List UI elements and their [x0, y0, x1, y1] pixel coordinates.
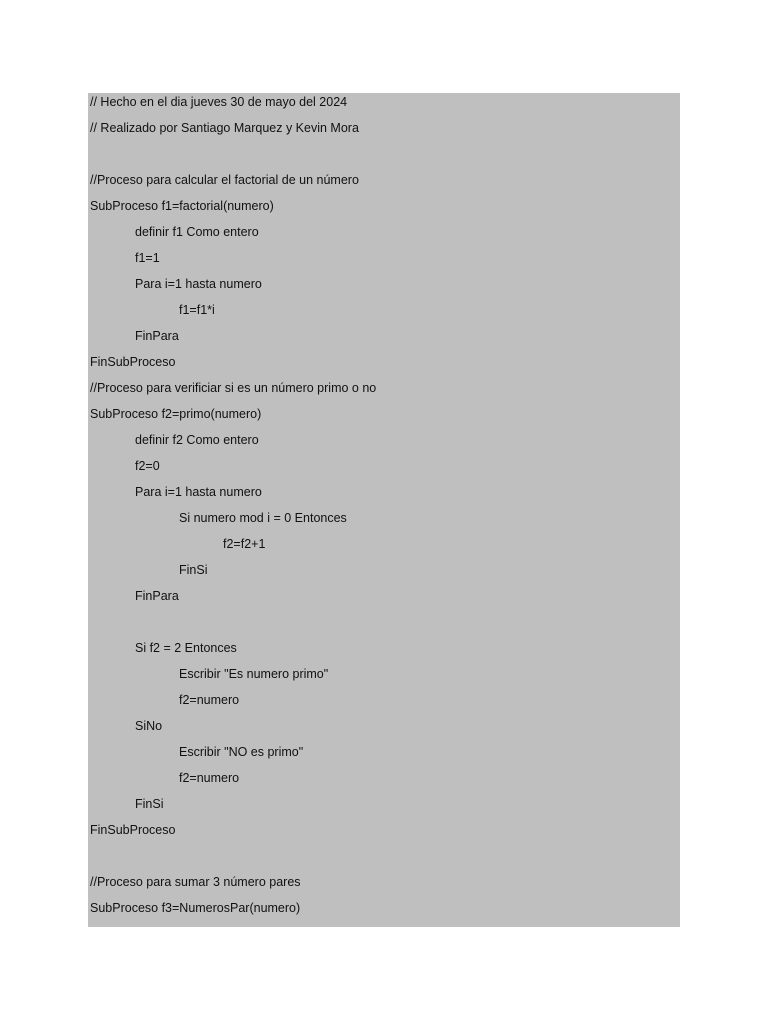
- code-line: Si f2 = 2 Entonces: [135, 641, 237, 655]
- code-line: f2=f2+1: [223, 537, 266, 551]
- code-line: f2=numero: [179, 771, 240, 785]
- code-line: Escribir "NO es primo": [179, 745, 304, 759]
- code-line: SubProceso f1=factorial(numero): [90, 199, 274, 213]
- code-line: FinSi: [179, 563, 208, 577]
- code-line: FinSubProceso: [90, 823, 176, 837]
- code-line: f2=numero: [179, 693, 240, 707]
- code-line: f2=0: [135, 459, 160, 473]
- code-line: FinSubProceso: [90, 355, 176, 369]
- code-line: //Proceso para calcular el factorial de un número: [90, 173, 359, 187]
- code-line: Para i=1 hasta numero: [135, 485, 262, 499]
- code-block: [88, 93, 680, 927]
- code-line: //Proceso para verificiar si es un número primo o no: [90, 381, 377, 395]
- code-line: Escribir "Es numero primo": [179, 667, 329, 681]
- code-line: // Hecho en el dia jueves 30 de mayo del 2024: [90, 95, 348, 109]
- code-line: // Realizado por Santiago Marquez y Kevin Mora: [90, 121, 359, 135]
- code-line: Si numero mod i = 0 Entonces: [179, 511, 347, 525]
- code-line: f1=1: [135, 251, 160, 265]
- code-line: //Proceso para sumar 3 número pares: [90, 875, 301, 889]
- code-line: FinPara: [135, 589, 179, 603]
- code-line: definir f1 Como entero: [135, 225, 259, 239]
- code-line: Para i=1 hasta numero: [135, 277, 262, 291]
- code-line: FinPara: [135, 329, 179, 343]
- code-line: SiNo: [135, 719, 163, 733]
- code-line: SubProceso f2=primo(numero): [90, 407, 262, 421]
- code-line: definir f2 Como entero: [135, 433, 259, 447]
- code-line: FinSi: [135, 797, 164, 811]
- code-line: SubProceso f3=NumerosPar(numero): [90, 901, 301, 915]
- code-line: f1=f1*i: [179, 303, 215, 317]
